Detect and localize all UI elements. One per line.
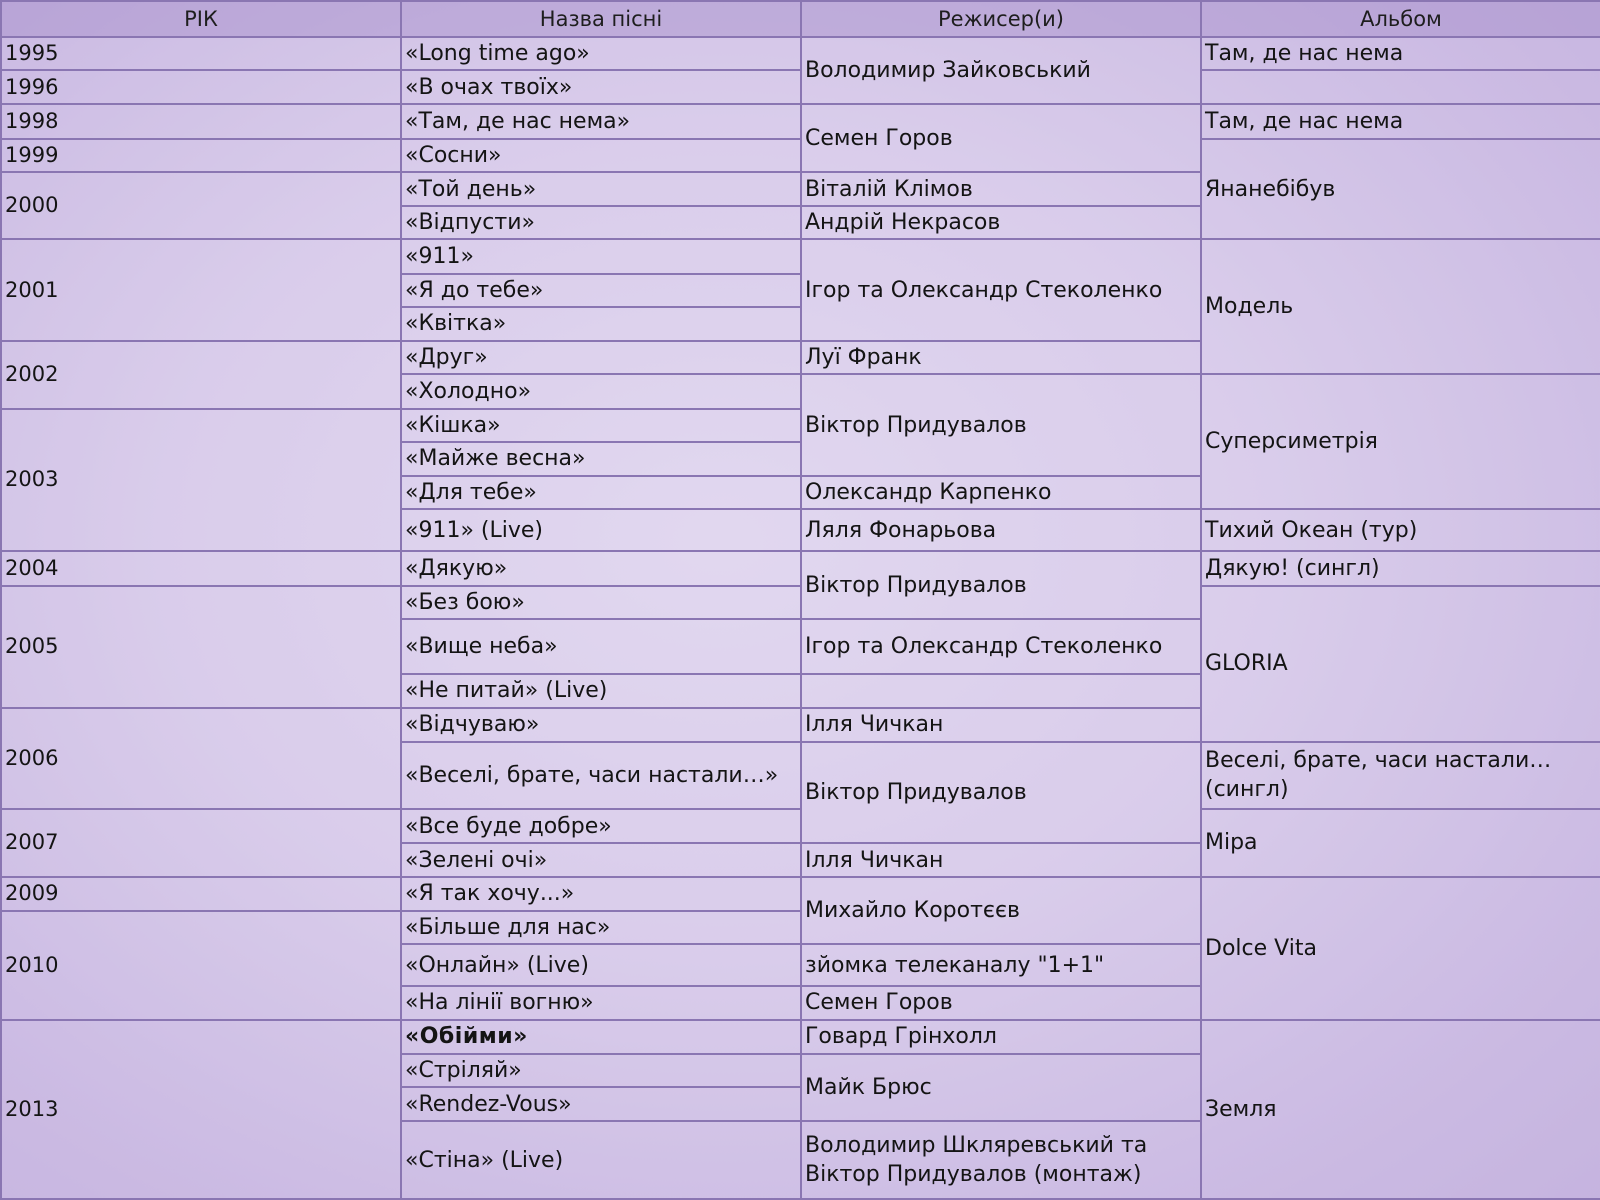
song-cell: «Відпусти»	[401, 206, 801, 239]
header-song: Назва пісні	[401, 1, 801, 37]
director-cell: Олександр Карпенко	[801, 476, 1201, 509]
year-cell: 2009	[1, 877, 401, 911]
director-cell: Ігор та Олександр Стеколенко	[801, 239, 1201, 341]
song-cell: «Стіна» (Live)	[401, 1121, 801, 1199]
song-cell: «Вище неба»	[401, 619, 801, 674]
table-row	[1, 809, 1600, 843]
album-cell: Земля	[1201, 1020, 1600, 1199]
director-cell: зйомка телеканалу "1+1"	[801, 944, 1201, 986]
song-cell: «На лінії вогню»	[401, 986, 801, 1019]
song-cell: «Сосни»	[401, 139, 801, 172]
song-cell: «Стріляй»	[401, 1054, 801, 1087]
song-cell: «911» (Live)	[401, 509, 801, 551]
song-cell: «Кішка»	[401, 409, 801, 442]
director-cell: Говард Грінхолл	[801, 1020, 1201, 1054]
table-row	[1, 1020, 1600, 1054]
song-cell: «Друг»	[401, 341, 801, 374]
director-cell: Михайло Коротєєв	[801, 877, 1201, 944]
director-cell: Володимир Шкляревський та Віктор Придувалов (монтаж)	[801, 1121, 1201, 1199]
year-cell: 2010	[1, 911, 401, 1020]
table-row	[1, 551, 1600, 585]
year-cell: 2001	[1, 239, 401, 341]
song-cell: «Той день»	[401, 172, 801, 206]
song-cell: «Rendez-Vous»	[401, 1087, 801, 1121]
album-cell: Міра	[1201, 809, 1600, 876]
album-cell: Дякую! (сингл)	[1201, 551, 1600, 585]
director-cell: Ілля Чичкан	[801, 708, 1201, 742]
header-director: Режисер(и)	[801, 1, 1201, 37]
table-row	[1, 37, 1600, 70]
year-cell: 2005	[1, 586, 401, 708]
song-cell: «Все буде добре»	[401, 809, 801, 843]
director-cell: Володимир Зайковський	[801, 37, 1201, 104]
director-cell: Луї Франк	[801, 341, 1201, 374]
table-row	[1, 877, 1600, 911]
table-row	[1, 586, 1600, 619]
album-cell-empty	[1201, 70, 1600, 104]
song-cell: «Не питай» (Live)	[401, 674, 801, 707]
album-cell: GLORIA	[1201, 586, 1600, 742]
table-row	[1, 70, 1600, 104]
year-cell: 2006	[1, 708, 401, 810]
song-cell: «Я так хочу...»	[401, 877, 801, 911]
year-cell: 1996	[1, 70, 401, 104]
song-cell: «Там, де нас нема»	[401, 104, 801, 138]
director-cell: Ігор та Олександр Стеколенко	[801, 619, 1201, 674]
director-cell: Ілля Чичкан	[801, 843, 1201, 876]
year-cell: 1998	[1, 104, 401, 138]
director-cell: Віктор Придувалов	[801, 742, 1201, 844]
year-cell: 2003	[1, 409, 401, 552]
header-row	[1, 1, 1600, 37]
album-cell: Янанебібув	[1201, 139, 1600, 240]
year-cell: 2007	[1, 809, 401, 876]
year-cell: 1995	[1, 37, 401, 70]
director-cell: Віктор Придувалов	[801, 551, 1201, 618]
year-cell: 2013	[1, 1020, 401, 1199]
song-cell: «В очах твоїх»	[401, 70, 801, 104]
album-cell: Там, де нас нема	[1201, 37, 1600, 70]
song-cell: «911»	[401, 239, 801, 273]
header-year: РІК	[1, 1, 401, 37]
album-cell: Dolce Vita	[1201, 877, 1600, 1020]
album-cell: Там, де нас нема	[1201, 104, 1600, 138]
song-cell: «Квітка»	[401, 307, 801, 341]
year-cell: 1999	[1, 139, 401, 172]
album-cell: Суперсиметрія	[1201, 374, 1600, 509]
song-cell: «Більше для нас»	[401, 911, 801, 944]
song-cell: «Веселі, брате, часи настали…»	[401, 742, 801, 809]
song-cell: «Без бою»	[401, 586, 801, 619]
year-cell: 2002	[1, 341, 401, 408]
director-cell: Майк Брюс	[801, 1054, 1201, 1121]
song-cell: «Майже весна»	[401, 442, 801, 476]
table-row	[1, 104, 1600, 138]
table-row	[1, 139, 1600, 172]
table-row	[1, 239, 1600, 273]
director-cell: Ляля Фонарьова	[801, 509, 1201, 551]
song-cell: «Дякую»	[401, 551, 801, 585]
director-cell: Семен Горов	[801, 104, 1201, 171]
song-cell: «Обійми»	[401, 1020, 801, 1054]
song-cell: «Холодно»	[401, 374, 801, 408]
song-cell: «Я до тебе»	[401, 274, 801, 307]
album-cell: Модель	[1201, 239, 1600, 374]
song-cell: «Відчуваю»	[401, 708, 801, 742]
album-cell: Веселі, брате, часи настали… (сингл)	[1201, 742, 1600, 809]
album-cell: Тихий Океан (тур)	[1201, 509, 1600, 551]
year-cell: 2000	[1, 172, 401, 239]
song-cell: «Long time ago»	[401, 37, 801, 70]
song-cell: «Онлайн» (Live)	[401, 944, 801, 986]
year-cell: 2004	[1, 551, 401, 585]
director-cell-empty	[801, 674, 1201, 707]
song-cell: «Зелені очі»	[401, 843, 801, 876]
director-cell: Віктор Придувалов	[801, 374, 1201, 476]
director-cell: Семен Горов	[801, 986, 1201, 1019]
header-album: Альбом	[1201, 1, 1600, 37]
director-cell: Андрій Некрасов	[801, 206, 1201, 239]
director-cell: Віталій Клімов	[801, 172, 1201, 206]
song-cell: «Для тебе»	[401, 476, 801, 509]
